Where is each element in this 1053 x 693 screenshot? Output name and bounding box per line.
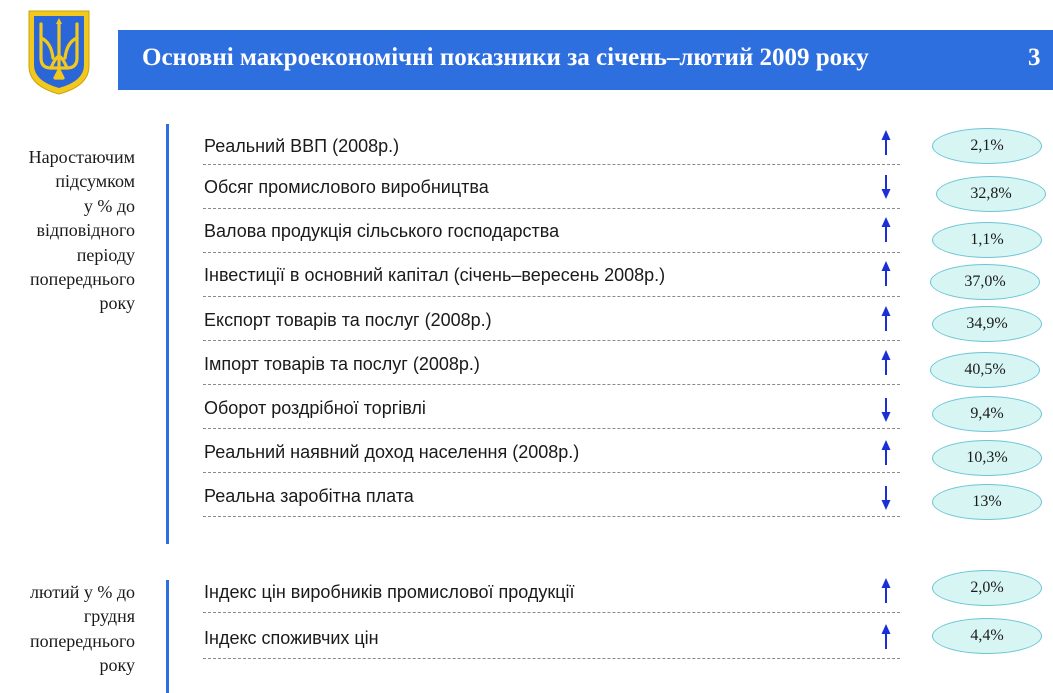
row-divider <box>203 658 900 659</box>
indicator-label: Імпорт товарів та послуг (2008р.) <box>204 354 480 374</box>
arrow-up-icon <box>880 350 892 376</box>
value-badge: 13% <box>932 484 1042 520</box>
section2-label-line: грудня <box>83 606 135 627</box>
indicator-label: Реальний наявний доход населення (2008р.) <box>204 442 580 462</box>
arrow-up-icon <box>880 261 892 287</box>
section1-accent-line <box>166 124 169 544</box>
indicator-label: Обсяг промислового виробництва <box>204 177 489 197</box>
indicator-label: Валова продукція сільського господарства <box>204 221 560 241</box>
row-divider <box>203 296 900 297</box>
indicator-label: Індекс цін виробників промислової продукції <box>204 582 575 602</box>
indicator-label: Реальна заробітна плата <box>204 486 414 506</box>
value-badge: 10,3% <box>932 440 1042 476</box>
indicator-label: Оборот роздрібної торгівлі <box>204 398 426 418</box>
section2-label-line: попереднього <box>30 630 135 651</box>
section2-accent-line <box>166 580 169 693</box>
indicator-label: Інвестиції в основний капітал (січень–вересень 2008р.) <box>204 265 666 285</box>
row-divider <box>203 164 900 165</box>
arrow-up-icon <box>880 130 892 156</box>
value-badge: 4,4% <box>932 618 1042 654</box>
value-badge: 2,0% <box>932 570 1042 606</box>
arrow-up-icon <box>880 624 892 650</box>
value-badge: 34,9% <box>932 306 1042 342</box>
row-divider <box>203 612 900 613</box>
row-divider <box>203 384 900 385</box>
section2-label-line: лютий у % до <box>30 582 135 602</box>
page-title: Основні макроекономічні показники за січень–лютий 2009 року <box>142 44 869 71</box>
section1-label-line: підсумком <box>55 171 135 192</box>
section2-label <box>30 580 135 678</box>
section1-label-line: періоду <box>76 244 135 265</box>
section1-label-line: року <box>99 293 135 314</box>
value-badge: 32,8% <box>936 176 1046 212</box>
row-divider <box>203 516 900 517</box>
arrow-up-icon <box>880 217 892 243</box>
row-divider <box>203 428 900 429</box>
row-divider <box>203 208 900 209</box>
ukraine-trident-emblem-icon <box>25 8 93 96</box>
arrow-down-icon <box>880 484 892 510</box>
row-divider <box>203 252 900 253</box>
section1-label <box>29 145 135 316</box>
section1-label-line: відповідного <box>36 220 135 241</box>
row-divider <box>203 340 900 341</box>
section2-label-line: року <box>99 655 135 676</box>
section1-label-line: попереднього <box>30 269 135 290</box>
value-badge: 2,1% <box>932 128 1042 164</box>
arrow-down-icon <box>880 396 892 422</box>
arrow-up-icon <box>880 440 892 466</box>
indicator-label: Індекс споживчих цін <box>204 628 379 648</box>
value-badge: 9,4% <box>932 396 1042 432</box>
section1-label-line: у % до <box>83 195 135 216</box>
arrow-down-icon <box>880 173 892 199</box>
arrow-up-icon <box>880 578 892 604</box>
section1-label-line: Наростаючим <box>28 147 135 167</box>
row-divider <box>203 472 900 473</box>
slide-number: 3 <box>1028 44 1041 71</box>
indicator-label: Експорт товарів та послуг (2008р.) <box>204 310 492 330</box>
arrow-up-icon <box>880 306 892 332</box>
value-badge: 1,1% <box>932 222 1042 258</box>
value-badge: 37,0% <box>930 264 1040 300</box>
indicator-label: Реальний ВВП (2008р.) <box>204 136 400 156</box>
value-badge: 40,5% <box>930 352 1040 388</box>
